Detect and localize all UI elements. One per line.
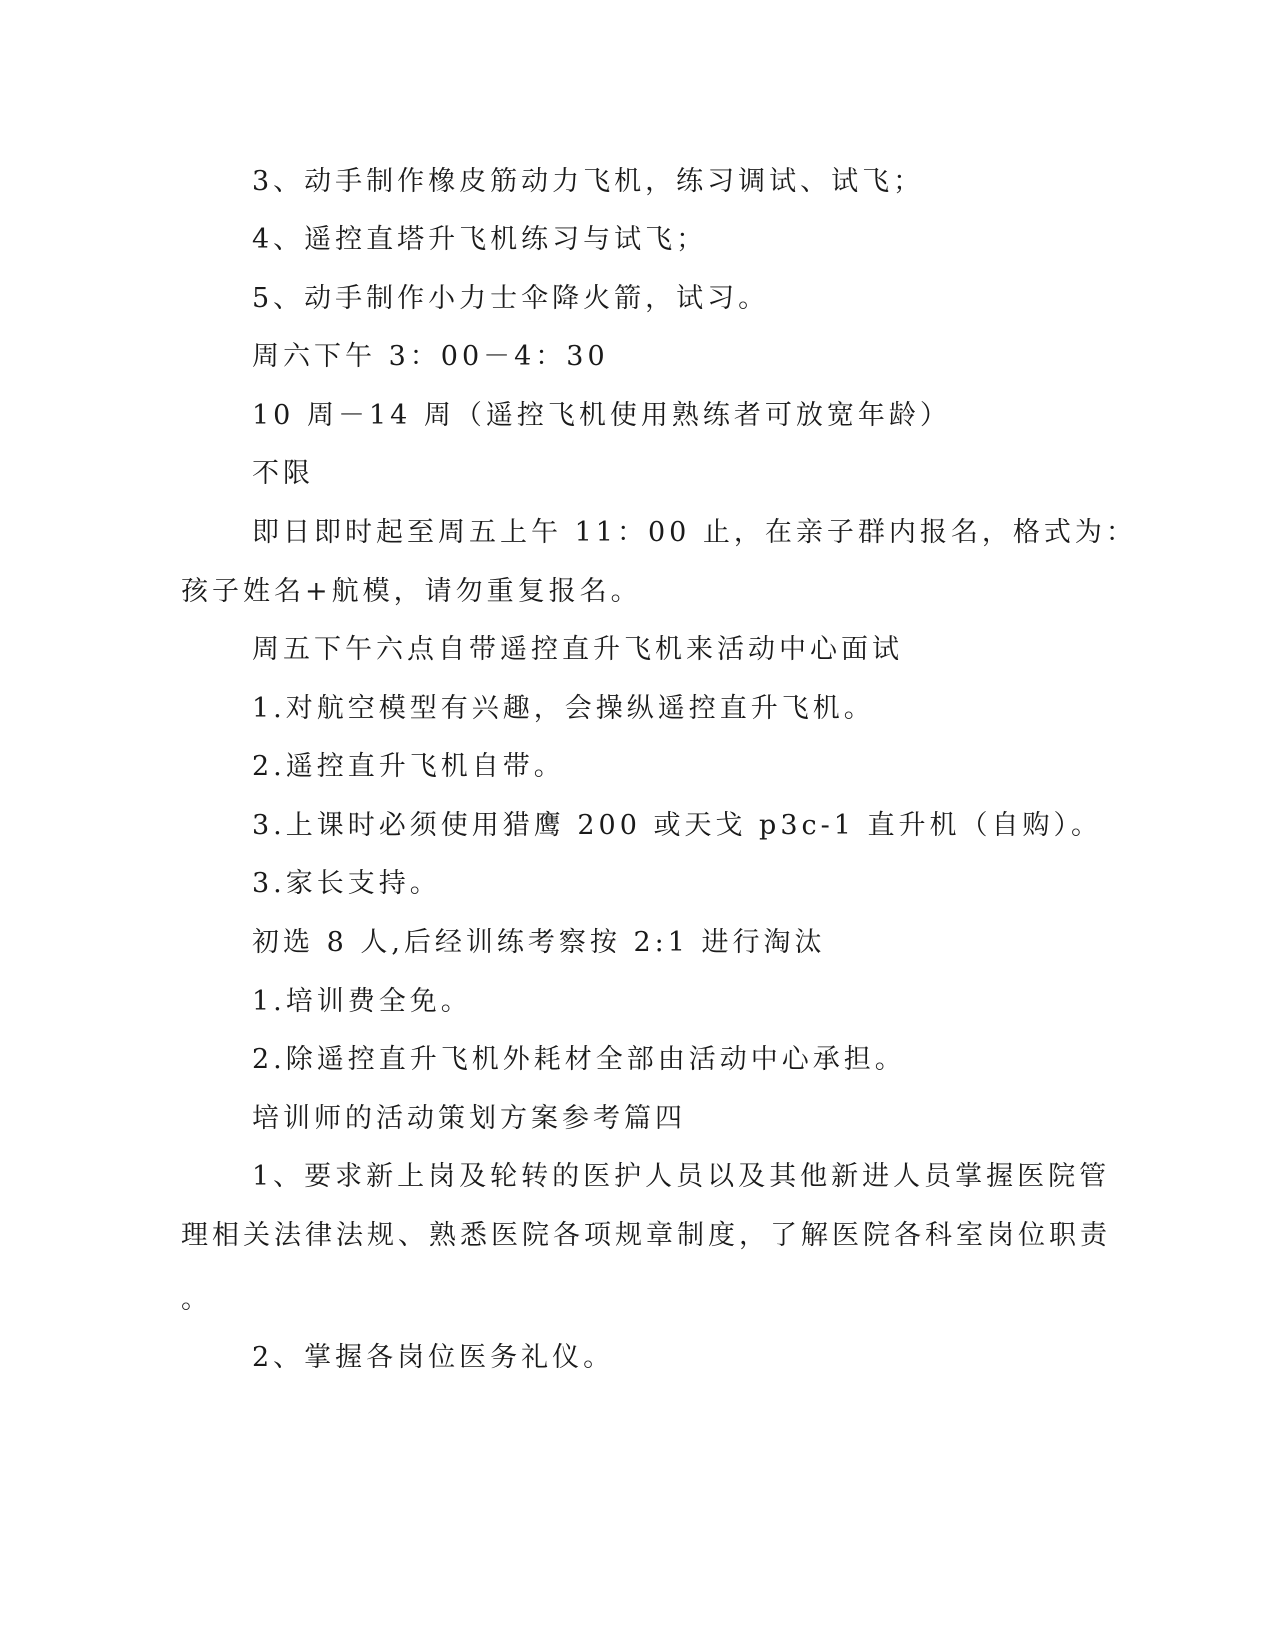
paragraph-line: 3.家长支持。 [252,868,441,899]
paragraph-line: 。 [181,1284,212,1315]
paragraph-line: 3、动手制作橡皮筋动力飞机，练习调试、试飞； [252,166,925,197]
paragraph-line: 2.除遥控直升飞机外耗材全部由活动中心承担。 [252,1044,906,1075]
paragraph-line: 即日即时起至周五上午 11：00 止，在亲子群内报名，格式为： [252,517,1137,548]
paragraph-line: 10 周－14 周（遥控飞机使用熟练者可放宽年龄） [252,400,951,431]
paragraph-line: 周五下午六点自带遥控直升飞机来活动中心面试 [252,634,903,665]
section-heading: 培训师的活动策划方案参考篇四 [252,1103,686,1134]
paragraph-line: 孩子姓名+航模，请勿重复报名。 [181,576,642,607]
paragraph-line: 1、要求新上岗及轮转的医护人员以及其他新进人员掌握医院管 [252,1161,1111,1192]
paragraph-line: 理相关法律法规、熟悉医院各项规章制度，了解医院各科室岗位职责 [181,1220,1111,1251]
paragraph-line: 初选 8 人,后经训练考察按 2:1 进行淘汰 [252,927,826,958]
paragraph-line: 1.对航空模型有兴趣，会操纵遥控直升飞机。 [252,693,875,724]
paragraph-line: 4、遥控直塔升飞机练习与试飞； [252,224,708,255]
paragraph-line: 5、动手制作小力士伞降火箭，试习。 [252,283,770,314]
paragraph-line: 不限 [252,458,314,489]
paragraph-line: 2、掌握各岗位医务礼仪。 [252,1342,615,1373]
paragraph-line: 2.遥控直升飞机自带。 [252,751,565,782]
paragraph-line: 周六下午 3：00－4：30 [252,341,609,372]
paragraph-line: 1.培训费全免。 [252,986,472,1017]
paragraph-line: 3.上课时必须使用猎鹰 200 或天戈 p3c-1 直升机（自购）。 [252,810,1103,841]
